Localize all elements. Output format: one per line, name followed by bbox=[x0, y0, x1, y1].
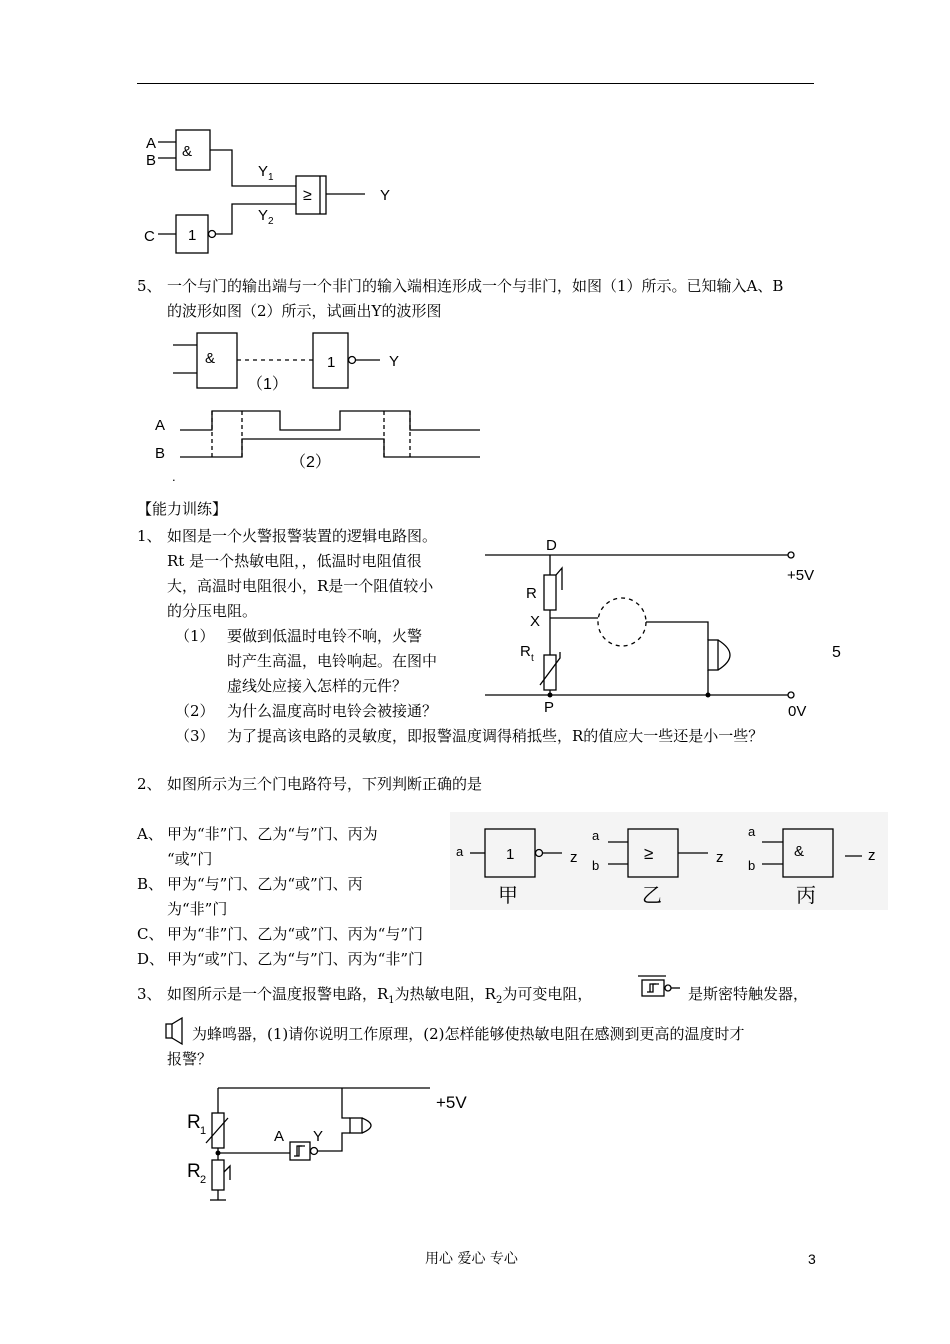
yi-name: 乙 bbox=[642, 885, 662, 907]
label-y1: Y bbox=[258, 163, 269, 180]
p3-line1-a: 如图所示是一个温度报警电路，R bbox=[167, 985, 389, 1003]
p3-label-a: A bbox=[274, 1128, 285, 1145]
schmitt-trigger-icon bbox=[636, 973, 684, 999]
p3-label-r1: R bbox=[187, 1112, 201, 1133]
yi-input-a: a bbox=[592, 828, 600, 843]
p1-sub2-number: （2） bbox=[175, 702, 215, 720]
jia-input-a: a bbox=[456, 844, 464, 859]
q5-line1: 一个与门的输出端与一个非门的输入端相连形成一个与非门，如图（1）所示。已知输入A、B bbox=[167, 277, 784, 295]
p3-label-r2-sub: 2 bbox=[200, 1174, 207, 1186]
p2-option-a-line1: 甲为“非”门、乙为“与”门、丙为 bbox=[167, 825, 378, 843]
bing-output-z: z bbox=[868, 847, 876, 864]
q5-number: 5、 bbox=[137, 277, 162, 295]
yi-output-z: z bbox=[716, 849, 724, 866]
p2-option-d-line1: 甲为“或”门、乙为“与”门、丙为“非”门 bbox=[167, 950, 424, 968]
bing-and-symbol: & bbox=[794, 843, 805, 860]
p1-line2: Rt 是一个热敏电阻，，低温时电阻值很 bbox=[167, 552, 422, 570]
p3-label-r2: R bbox=[187, 1161, 201, 1182]
p1-label-rt-sub: t bbox=[531, 653, 534, 664]
p3-line1-d: 是斯密特触发器， bbox=[688, 985, 809, 1003]
q5-dot: . bbox=[172, 469, 176, 484]
or-symbol: ≥ bbox=[303, 187, 312, 204]
q5-figure-1 bbox=[165, 325, 425, 395]
wave-label-a: A bbox=[155, 417, 166, 434]
p2-option-b-line2: 为“非”门 bbox=[167, 900, 228, 918]
jia-output-z: z bbox=[570, 849, 578, 866]
bing-name: 丙 bbox=[796, 885, 816, 907]
p3-line3: 报警？ bbox=[167, 1050, 213, 1068]
header-rule bbox=[137, 83, 814, 84]
p1-number: 1、 bbox=[137, 527, 162, 545]
label-y: Y bbox=[380, 187, 391, 204]
p1-sub1-line1: 要做到低温时电铃不响，火警 bbox=[227, 627, 423, 645]
page-number: 3 bbox=[808, 1251, 816, 1267]
p3-r1-sub: 1 bbox=[388, 995, 395, 1006]
p2-option-c-line1: 甲为“非”门、乙为“或”门、丙为“与”门 bbox=[167, 925, 424, 943]
p2-option-c-letter: C、 bbox=[137, 925, 164, 943]
q5-and-symbol: & bbox=[205, 350, 216, 367]
q5-label-y: Y bbox=[389, 353, 400, 370]
buzzer-icon bbox=[162, 1018, 190, 1044]
p1-sub1-line2: 时产生高温，电铃响起。在图中 bbox=[227, 652, 438, 670]
p1-line4: 的分压电阻。 bbox=[167, 602, 258, 620]
p3-line1 bbox=[167, 983, 592, 1012]
p1-label-x: X bbox=[530, 613, 541, 630]
q5-line2: 的波形如图（2）所示，试画出Y的波形图 bbox=[167, 302, 442, 320]
label-a: A bbox=[146, 135, 157, 152]
p1-alarm-circuit bbox=[480, 530, 850, 720]
p2-option-a-letter: A、 bbox=[137, 825, 163, 843]
p3-line2: 为蜂鸣器，(1)请你说明工作原理，(2)怎样能够使热敏电阻在感测到更高的温度时才 bbox=[192, 1025, 745, 1043]
p2-option-b-line1: 甲为“与”门、乙为“或”门、丙 bbox=[167, 875, 363, 893]
p1-sub1-line3: 虚线处应接入怎样的元件？ bbox=[227, 677, 408, 695]
p3-label-5v: +5V bbox=[436, 1093, 467, 1112]
label-y2: Y bbox=[258, 207, 269, 224]
jia-not-symbol: 1 bbox=[506, 846, 515, 863]
p1-sub3: 为了提高该电路的灵敏度，即报警温度调得稍抵些，R的值应大一些还是小一些？ bbox=[227, 727, 764, 745]
p1-line1: 如图是一个火警报警装置的逻辑电路图。 bbox=[167, 527, 438, 545]
q5-fig2-caption: （2） bbox=[290, 454, 331, 471]
p2-option-d-letter: D、 bbox=[137, 950, 165, 968]
p2-option-b-letter: B、 bbox=[137, 875, 164, 893]
p1-line3: 大，高温时电阻很小，R是一个阻值较小 bbox=[167, 577, 434, 595]
section-title: 【能力训练】 bbox=[137, 500, 228, 518]
p3-number: 3、 bbox=[137, 985, 162, 1003]
p3-label-r1-sub: 1 bbox=[200, 1125, 207, 1137]
q5-waveform bbox=[150, 405, 490, 485]
p3-alarm-circuit bbox=[180, 1080, 520, 1210]
yi-input-b: b bbox=[592, 858, 600, 873]
p1-label-5v: +5V bbox=[787, 567, 815, 584]
and-symbol: & bbox=[182, 143, 193, 160]
label-c: C bbox=[144, 228, 155, 245]
bing-input-b: b bbox=[748, 858, 756, 873]
p1-label-p: P bbox=[544, 699, 555, 716]
yi-or-symbol: ≥ bbox=[644, 844, 654, 863]
label-b: B bbox=[146, 152, 157, 169]
footer-center: 用心 爱心 专心 bbox=[425, 1251, 518, 1267]
p1-sub1-number: （1） bbox=[175, 627, 215, 645]
p1-sub2: 为什么温度高时电铃会被接通？ bbox=[227, 702, 438, 720]
label-y1-sub: 1 bbox=[268, 172, 274, 183]
jia-name: 甲 bbox=[498, 885, 518, 907]
p2-number: 2、 bbox=[137, 775, 162, 793]
p3-line1-c: 为可变电阻， bbox=[502, 985, 593, 1003]
label-y2-sub: 2 bbox=[268, 216, 274, 227]
p2-stem: 如图所示为三个门电路符号，下列判断正确的是 bbox=[167, 775, 483, 793]
wave-label-b: B bbox=[155, 445, 166, 462]
p1-label-r: R bbox=[526, 585, 537, 602]
bing-input-a: a bbox=[748, 824, 756, 839]
p1-sub3-number: （3） bbox=[175, 727, 215, 745]
p1-label-d: D bbox=[546, 537, 557, 554]
p1-label-0v: 0V bbox=[788, 703, 807, 720]
p2-option-a-line2: “或”门 bbox=[167, 850, 213, 868]
q5-fig1-caption: （1） bbox=[247, 376, 288, 393]
p3-line1-b: 为热敏电阻，R bbox=[394, 985, 496, 1003]
top-logic-diagram bbox=[130, 120, 420, 250]
q5-not-symbol: 1 bbox=[327, 354, 336, 371]
p3-label-y: Y bbox=[313, 1128, 324, 1145]
p2-gate-symbols bbox=[450, 812, 890, 912]
p1-label-rt: R bbox=[520, 643, 531, 660]
not-symbol: 1 bbox=[188, 227, 197, 244]
p3-r2-sub: 2 bbox=[495, 995, 503, 1006]
p1-side-number: 5 bbox=[832, 644, 841, 661]
